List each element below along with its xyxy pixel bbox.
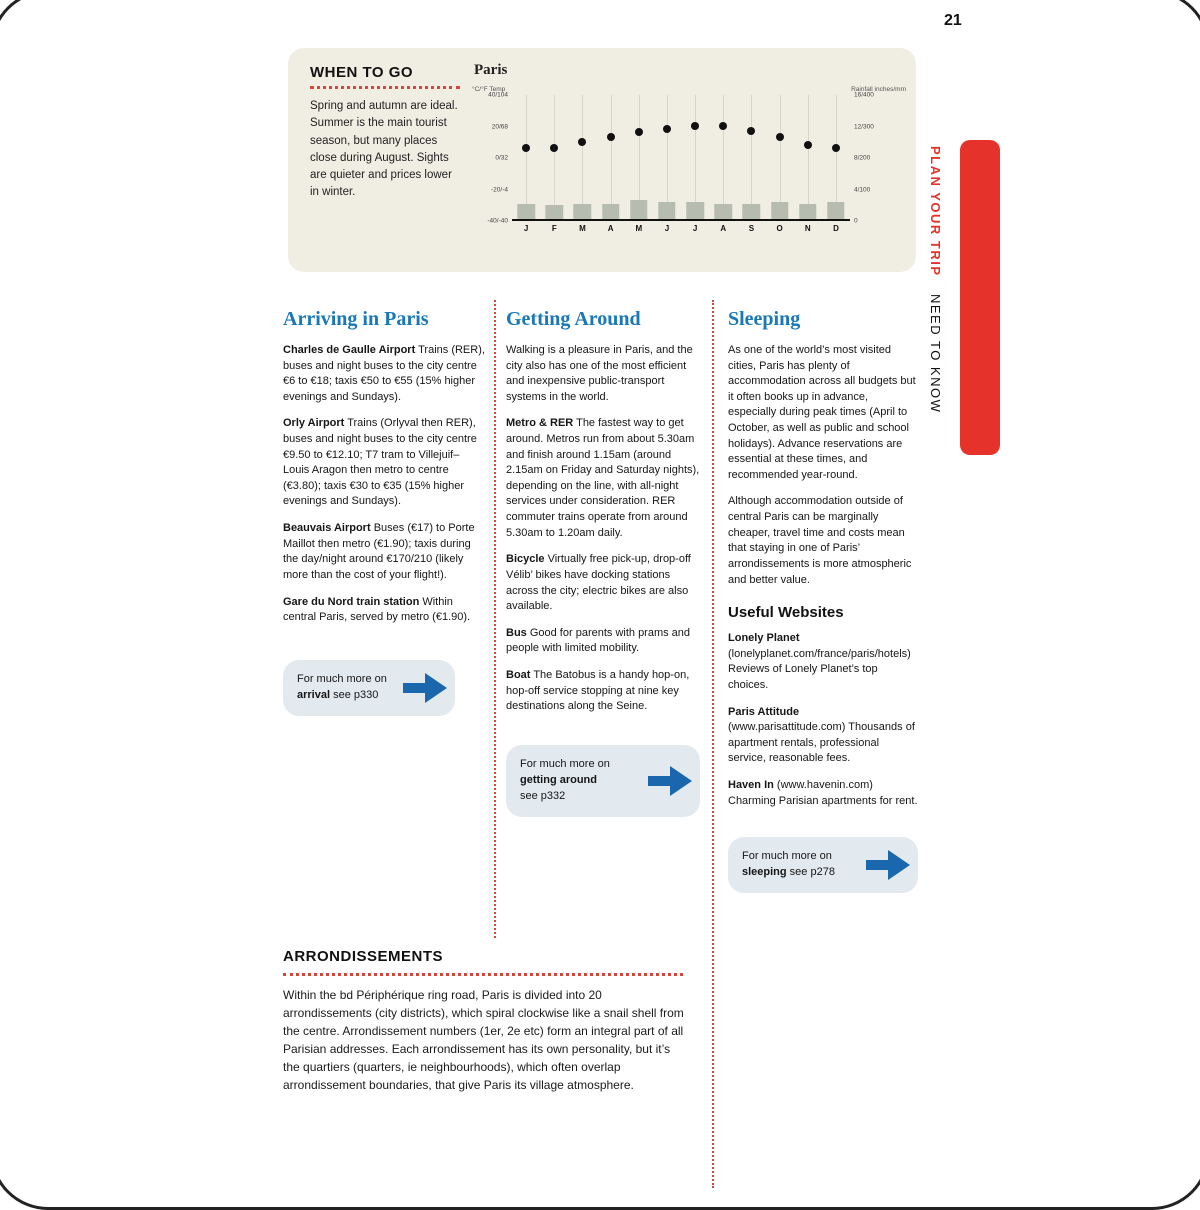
column-arriving-in-paris <box>283 308 485 716</box>
rainfall-bar <box>602 204 619 220</box>
info-item: Bus Good for parents with prams and people with limited mobility. <box>506 626 691 655</box>
info-item: Paris Attitude (www.parisattitude.com) Thousands of apartment rentals, professional service, reasonable fees. <box>728 705 915 765</box>
climate-chart <box>472 58 906 237</box>
rain-axis-tick: 0 <box>854 217 858 225</box>
more-on-getting-around-box: For much more on getting around see p332 <box>506 745 700 817</box>
month-column <box>625 95 653 219</box>
month-column <box>540 95 568 219</box>
arrondissements-body: Within the bd Périphérique ring road, Paris is divided into 20 arrondissements (city districts), which spiral clockwise like a snail shell from the centre. Arrondissement numbers (1er, 2e etc) form an integral part of all Parisian addresses. Each arrondissement has its own personality, but it’s the quartiers (quarters, ie neighbourhoods), which often overlap arrondissement boundaries, that give Paris its village atmosphere. <box>283 988 684 1092</box>
arrow-right-icon <box>648 766 692 796</box>
chart-right-ticks <box>850 91 906 225</box>
chart-left-ticks <box>472 91 512 225</box>
chart-left-axis-label: °C/°F Temp <box>472 86 506 93</box>
red-dotted-divider <box>310 86 460 89</box>
chart-right-axis-label: Rainfall inches/mm <box>851 86 906 93</box>
rainfall-bar <box>546 205 563 219</box>
month-label: S <box>748 224 755 233</box>
info-item: As one of the world’s most visited cities, Paris has plenty of accommodation across all budgets but it often books up in advance, especially during peak times (April to October, as well as public and school holidays). Advance reservations are essential at these times, and recommended year-round. <box>728 344 916 481</box>
arrondissements-title: ARRONDISSEMENTS <box>283 948 444 965</box>
rainfall-bar <box>799 204 816 220</box>
chart-plot-area <box>512 95 850 221</box>
month-column <box>681 95 709 219</box>
temp-axis-tick: 0/32 <box>495 154 508 162</box>
arrow-right-icon <box>866 850 910 880</box>
red-dotted-divider <box>283 973 683 976</box>
getting-around-heading: Getting Around <box>506 308 641 330</box>
month-gridline <box>836 95 837 219</box>
month-gridline <box>667 95 668 219</box>
rainfall-bar <box>658 202 675 219</box>
month-label: A <box>720 224 727 233</box>
rain-axis-tick: 16/400 <box>854 91 874 99</box>
month-column <box>512 95 540 219</box>
rainfall-bar <box>715 204 732 220</box>
month-label: D <box>833 224 839 233</box>
page-number: 21 <box>944 12 962 29</box>
month-column <box>653 95 681 219</box>
month-column <box>766 95 794 219</box>
temp-axis-tick: -40/-40 <box>487 217 508 225</box>
month-column <box>597 95 625 219</box>
temp-axis-tick: 40/104 <box>488 91 508 99</box>
rainfall-bar <box>630 200 647 219</box>
when-to-go-box <box>288 48 916 272</box>
month-gridline <box>526 95 527 219</box>
side-tab-need-to-know-label: NEED TO KNOW <box>928 293 943 414</box>
temperature-dot <box>832 144 840 152</box>
info-item: Beauvais Airport Buses (€17) to Porte Maillot then metro (€1.90); taxis during the day/night around €170/210 (likely more than the cost of your flight!). <box>283 522 475 581</box>
rainfall-bar <box>827 202 844 219</box>
more-on-arrival-box: For much more on arrival see p330 <box>283 660 455 716</box>
month-gridline <box>723 95 724 219</box>
arriving-heading: Arriving in Paris <box>283 308 429 330</box>
info-item: Charles de Gaulle Airport Trains (RER), buses and night buses to the city centre €6 to €18; taxis €50 to €55 (15% higher evenings and Sundays). <box>283 344 485 403</box>
useful-websites-heading: Useful Websites <box>728 604 844 622</box>
month-gridline <box>751 95 752 219</box>
month-label: A <box>607 224 614 233</box>
rain-axis-tick: 4/100 <box>854 186 871 193</box>
temperature-dot <box>719 122 727 130</box>
column-getting-around <box>506 308 700 817</box>
month-column <box>568 95 596 219</box>
temperature-dot <box>691 122 699 130</box>
info-item: Although accommodation outside of central Paris can be marginally cheaper, travel time and costs mean that staying in one of Paris’ arrondissements is more atmospheric and better value. <box>728 495 912 586</box>
sleeping-heading: Sleeping <box>728 308 801 330</box>
month-column <box>709 95 737 219</box>
info-item: Metro & RER The fastest way to get around. Metros run from about 5.30am and finish around 1.15am (around 2.15am on Friday and Saturday nights), depending on the line, with all-night services under consideration. RER commuter trains operate from around 5.30am to 1.20am daily. <box>506 417 700 539</box>
month-label: M <box>635 224 643 233</box>
arrondissements-section <box>283 948 703 1094</box>
rainfall-bar <box>574 204 591 220</box>
info-item: Lonely Planet (lonelyplanet.com/france/paris/hotels) Reviews of Lonely Planet’s top choices. <box>728 632 911 691</box>
side-tab <box>928 146 943 452</box>
month-gridline <box>780 95 781 219</box>
month-gridline <box>582 95 583 219</box>
temperature-dot <box>550 144 558 152</box>
month-label: J <box>664 224 670 233</box>
chart-city-label: Paris <box>474 62 508 78</box>
info-item: Bicycle Virtually free pick-up, drop-off Vélib’ bikes have docking stations across the city; electric bikes are also available. <box>506 553 691 613</box>
more-on-sleeping-box: For much more on sleeping see p278 <box>728 837 918 893</box>
chart-month-labels <box>512 221 850 237</box>
info-item: Gare du Nord train station Within central Paris, served by metro (€1.90). <box>283 595 471 624</box>
info-item: Haven In (www.havenin.com) Charming Parisian apartments for rent. <box>728 779 918 807</box>
rain-axis-tick: 8/200 <box>854 154 871 162</box>
month-column <box>822 95 850 219</box>
temperature-dot <box>578 138 586 146</box>
info-item: Orly Airport Trains (Orlyval then RER), buses and night buses to the city centre €9.50 to €12.10; T7 tram to Villejuif–Louis Aragon then metro to centre (€3.80); taxis €30 to €35 (15% higher evenings and Sundays). <box>283 417 477 508</box>
column-divider-dotted <box>494 300 496 938</box>
month-label: M <box>579 224 586 233</box>
rainfall-bar <box>743 204 760 220</box>
month-label: F <box>551 224 557 233</box>
when-to-go-body: Spring and autumn are ideal. Summer is the main tourist season, but many places close during August. Sights are quieter and prices lower in winter. <box>310 100 458 199</box>
arrow-right-icon <box>403 673 447 703</box>
month-gridline <box>611 95 612 219</box>
temperature-dot <box>607 133 615 141</box>
info-item: Boat The Batobus is a handy hop-on, hop-off service stopping at nine key destinations along the Seine. <box>506 668 690 713</box>
temperature-dot <box>747 127 755 135</box>
column-sleeping <box>728 308 918 893</box>
temperature-dot <box>522 144 530 152</box>
rainfall-bar <box>771 202 788 219</box>
month-label: O <box>776 224 783 233</box>
temperature-dot <box>776 133 784 141</box>
month-label: N <box>804 224 811 233</box>
temperature-dot <box>635 128 643 136</box>
month-label: J <box>523 224 529 233</box>
when-to-go-title: WHEN TO GO <box>310 64 414 81</box>
rain-axis-tick: 12/300 <box>854 123 874 130</box>
month-label: J <box>692 224 698 233</box>
temperature-dot <box>663 125 671 133</box>
side-tab-red-bar <box>960 140 1000 455</box>
temp-axis-tick: -20/-4 <box>491 186 508 193</box>
side-tab-plan-your-trip-label: PLAN YOUR TRIP <box>928 146 943 277</box>
month-column <box>737 95 765 219</box>
rainfall-bar <box>686 202 703 219</box>
month-gridline <box>808 95 809 219</box>
month-column <box>794 95 822 219</box>
column-divider-dotted <box>712 300 714 1188</box>
month-gridline <box>554 95 555 219</box>
info-item: Walking is a pleasure in Paris, and the city also has one of the most efficient and inexpensive public-transport systems in the world. <box>506 344 693 403</box>
temp-axis-tick: 20/68 <box>491 123 508 130</box>
rainfall-bar <box>517 204 534 220</box>
temperature-dot <box>804 141 812 149</box>
month-gridline <box>695 95 696 219</box>
